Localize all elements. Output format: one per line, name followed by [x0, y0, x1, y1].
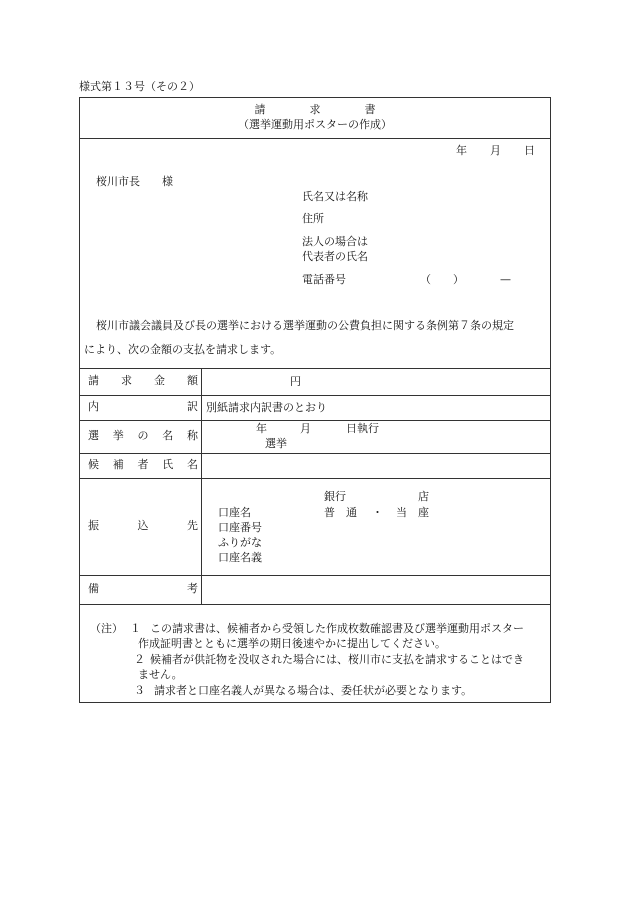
- furigana-label: ふりがな: [218, 536, 262, 549]
- claim-form: [79, 97, 551, 703]
- note-3-number: ３: [134, 684, 145, 697]
- account-type-ordinary: 普 通: [324, 506, 357, 519]
- applicant-phone-dash: —: [500, 273, 511, 286]
- account-name-label: 口座名: [218, 506, 251, 519]
- bank-label: 銀行: [324, 490, 346, 503]
- label-breakdown: 内 訳: [88, 400, 198, 414]
- note-1-number: １: [130, 622, 141, 635]
- breakdown-value: 別紙請求内訳書のとおり: [206, 401, 327, 414]
- request-statement-line-1: 桜川市議会議員及び長の選挙における選挙運動の公費負担に関する条例第７条の規定: [96, 319, 514, 332]
- label-election-name: 選 挙 の 名 称: [88, 429, 198, 443]
- divider-notes-top: [80, 604, 550, 605]
- applicant-name-label: 氏名又は名称: [302, 190, 368, 203]
- date-month: 月: [490, 144, 501, 157]
- note-1-line-1: この請求書は、候補者から受領した作成枚数確認書及び選挙運動用ポスター: [150, 622, 524, 635]
- account-type-current: 当 座: [396, 506, 429, 519]
- label-transfer-destination: 振 込 先: [88, 519, 198, 533]
- election-year: 年: [256, 422, 267, 435]
- date-day: 日: [524, 144, 535, 157]
- amount-unit: 円: [290, 375, 301, 388]
- applicant-phone-label: 電話番号: [302, 273, 346, 286]
- note-2-line-1: 候補者が供託物を没収された場合には、桜川市に支払を請求することはでき: [150, 653, 524, 666]
- form-title: 請 求 書: [254, 103, 376, 116]
- election-day: 日執行: [346, 422, 379, 435]
- account-holder-label: 口座名義: [218, 551, 262, 564]
- label-remarks: 備 考: [88, 582, 198, 596]
- branch-label: 店: [418, 490, 429, 503]
- note-2-number: ２: [134, 653, 145, 666]
- notes-prefix: （注）: [90, 622, 123, 635]
- label-candidate-name: 候 補 者 氏 名: [88, 458, 198, 472]
- applicant-corp-label-2: 代表者の氏名: [302, 250, 368, 263]
- applicant-phone-paren: （ ）: [420, 273, 464, 286]
- election-month: 月: [300, 422, 311, 435]
- form-subtitle: （選挙運動用ポスターの作成）: [238, 118, 392, 131]
- election-suffix: 選挙: [265, 437, 287, 450]
- account-type-separator: ・: [372, 506, 383, 519]
- form-number: 様式第１３号（その２）: [79, 80, 200, 93]
- request-statement-line-2: により、次の金額の支払を請求します。: [84, 343, 282, 356]
- applicant-corp-label-1: 法人の場合は: [302, 235, 368, 248]
- note-3-line-1: 請求者と口座名義人が異なる場合は、委任状が必要となります。: [154, 684, 473, 697]
- date-year: 年: [456, 144, 467, 157]
- label-amount: 請 求 金 額: [88, 374, 198, 388]
- column-divider: [201, 368, 202, 604]
- applicant-address-label: 住所: [302, 212, 324, 225]
- note-2-line-2: ません。: [138, 668, 183, 681]
- addressee: 桜川市長 様: [96, 175, 173, 188]
- divider-title: [80, 138, 550, 139]
- account-number-label: 口座番号: [218, 521, 262, 534]
- note-1-line-2: 作成証明書とともに選挙の期日後速やかに提出してください。: [138, 637, 446, 650]
